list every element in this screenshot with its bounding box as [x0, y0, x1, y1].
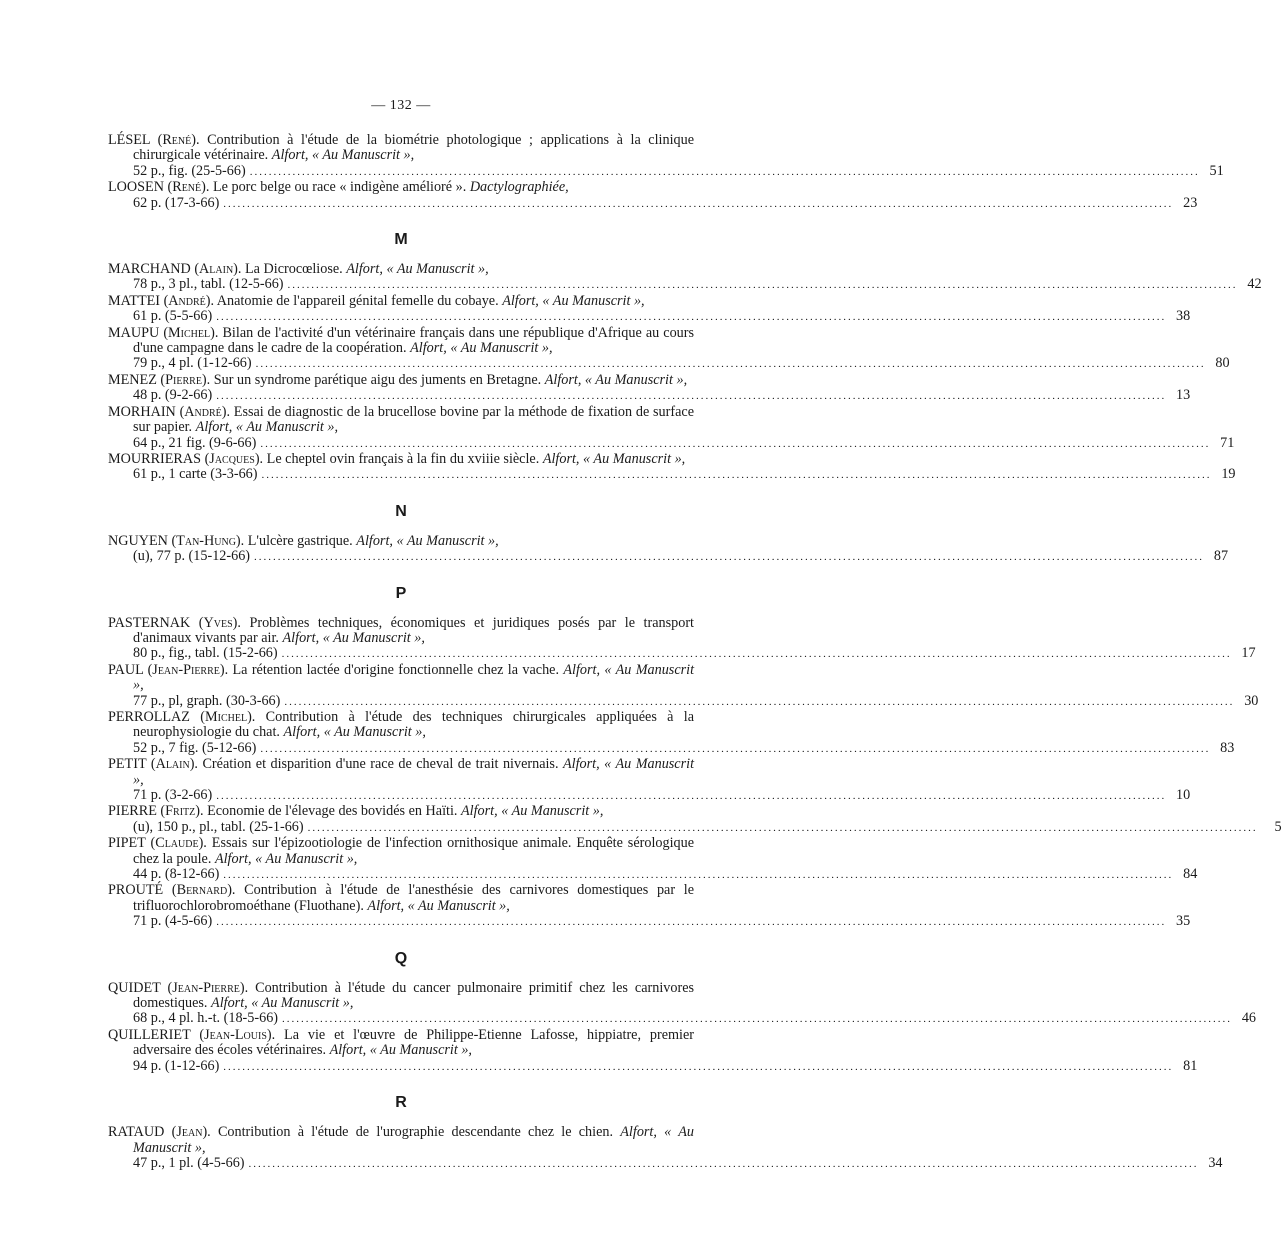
author-given-name: (Yves). [198, 614, 241, 631]
imprint: Alfort, « Au Manuscrit », [346, 261, 489, 278]
entry-body [108, 262, 694, 277]
entry-collation-line [108, 692, 1259, 710]
imprint: Alfort, « Au Manuscrit », [461, 803, 604, 820]
entry-collation-line [108, 787, 1191, 804]
collation: 94 p. (1-12-66) [133, 1057, 220, 1074]
entry-body [108, 133, 694, 164]
collation: 61 p. (5-5-66) [133, 308, 213, 325]
entry-body [108, 804, 694, 819]
entry-number: 34 [1208, 1154, 1223, 1171]
collation: 52 p., 7 fig. (5-12-66) [133, 739, 257, 756]
entry-collation-line [108, 308, 1191, 325]
imprint: Alfort, « Au Manuscrit », [410, 340, 553, 357]
section-letter: R [395, 1094, 407, 1112]
entry-body [108, 1028, 694, 1059]
thesis-title: Sur un syndrome parétique aigu des juments en Bretagne. [213, 371, 542, 388]
entry-body [108, 534, 694, 549]
collation: 62 p. (17-3-66) [133, 194, 220, 211]
bibliography-entry [108, 324, 1230, 373]
entry-number: 35 [1176, 913, 1191, 930]
entry-number: 42 [1247, 276, 1262, 293]
section-p [108, 580, 1282, 931]
entry-collation-line [108, 434, 1235, 452]
collation: 48 p. (9-2-66) [133, 387, 213, 404]
entry-number: 51 [1209, 162, 1224, 179]
thesis-title: La rétention lactée d'origine fonctionnelle chez la vache. [232, 661, 560, 678]
author-given-name: (René). [157, 132, 200, 148]
entry-collation-line [108, 645, 1256, 662]
imprint: Alfort, « Au Manuscrit », [133, 756, 695, 788]
bibliography-entry [108, 661, 1259, 710]
bibliography-entry [108, 979, 1257, 1028]
section-r [108, 1089, 1223, 1172]
thesis-title: Le porc belge ou race « indigène amélioré ». [212, 179, 467, 196]
entry-collation-line [108, 1154, 1223, 1172]
author-surname: NGUYEN [108, 532, 168, 549]
entry-collation-line [108, 913, 1191, 930]
collation: 44 p. (8-12-66) [133, 866, 220, 883]
thesis-title: Contribution à l'étude de la biométrie photologique ; applications à la clinique chirurgicale vétérinaire. [133, 132, 695, 164]
bibliography-entry [108, 532, 1229, 566]
author-given-name: (André). [163, 292, 215, 309]
dot-leader: ........................................................................................................................................................................................................ [282, 1013, 1233, 1026]
author-given-name: (Jean-Louis). [199, 1026, 276, 1043]
imprint: Alfort, « Au Manuscrit », [544, 371, 688, 388]
section-letter: M [394, 231, 408, 249]
entry-body [108, 836, 694, 867]
section-continued [108, 132, 1224, 212]
entry-number: 13 [1176, 387, 1191, 404]
imprint: Alfort, « Au Manuscrit », [133, 661, 695, 694]
author-surname: LOOSEN [108, 179, 164, 196]
imprint: Alfort, « Au Manuscrit », [214, 850, 358, 867]
author-given-name: (Jacques). [204, 450, 264, 467]
entry-number: 80 [1215, 355, 1230, 372]
page-number: — 132 — [371, 98, 431, 113]
entry-collation-line [108, 818, 1282, 836]
thesis-title: Bilan de l'activité d'un vétérinaire français dans une république d'Afrique au cours d'une campagne dans le cadre de la coopération. [133, 324, 695, 357]
thesis-title: La vie et l'œuvre de Philippe-Etienne Lafosse, hippiatre, premier adversaire des écoles vétérinaires. [133, 1026, 695, 1059]
thesis-title: La Dicrocœliose. [245, 261, 343, 278]
author-surname: MORHAIN [108, 403, 176, 420]
bibliography-entry [108, 1124, 1223, 1172]
dot-leader: ........................................................................................................................................................................................................ [223, 1060, 1174, 1073]
dot-leader: ........................................................................................................................................................................................................ [249, 165, 1200, 178]
bibliography-entry [108, 708, 1235, 757]
author-surname: RATAUD [108, 1124, 165, 1141]
author-given-name: (Tan-Hung). [171, 532, 245, 549]
collation: 47 p., 1 pl. (4-5-66) [133, 1154, 245, 1171]
dot-leader: ........................................................................................................................................................................................................ [223, 197, 1174, 210]
author-surname: MARCHAND [108, 261, 191, 278]
bibliography-list [108, 132, 1282, 1172]
section-q [108, 945, 1257, 1075]
entry-body [108, 883, 694, 914]
bibliography-entry [108, 1026, 1198, 1075]
thesis-title: Contribution à l'étude de l'urographie descendante chez le chien. [217, 1124, 614, 1141]
entry-number: 19 [1221, 466, 1236, 483]
author-given-name: (Jean). [171, 1124, 211, 1141]
author-surname: MAUPU [108, 324, 160, 341]
imprint: Alfort, « Au Manuscrit », [283, 724, 426, 741]
entry-collation-line [108, 355, 1230, 372]
bibliography-entry [108, 292, 1191, 326]
dot-leader: ........................................................................................................................................................................................................ [254, 551, 1205, 564]
thesis-title: Problèmes techniques, économiques et juridiques posés par le transport d'animaux vivants par air. [133, 614, 694, 646]
imprint: Alfort, « Au Manuscrit », [211, 995, 354, 1012]
thesis-title: Contribution à l'étude de l'anesthésie des carnivores domestiques par le trifluorochlorobromoéthane (Fluothane). [133, 882, 694, 914]
dot-leader: ........................................................................................................................................................................................................ [216, 390, 1167, 403]
dot-leader: ........................................................................................................................................................................................................ [216, 916, 1167, 929]
dot-leader: ........................................................................................................................................................................................................ [248, 1157, 1199, 1170]
collation: 64 p., 21 fig. (9-6-66) [133, 434, 257, 451]
entry-number: 30 [1244, 692, 1259, 709]
bibliography-entry [108, 132, 1224, 180]
author-given-name: (Michel). [163, 324, 219, 341]
author-surname: QUILLERIET [108, 1026, 191, 1043]
thesis-title: Contribution à l'étude des techniques chirurgicales appliquées à la neurophysiologie du chat. [133, 708, 694, 741]
entry-body [108, 294, 694, 309]
author-surname: PETIT [108, 756, 147, 773]
dot-leader: ........................................................................................................................................................................................................ [284, 695, 1235, 708]
author-given-name: (Jean-Pierre). [147, 661, 229, 678]
entry-body [108, 326, 694, 357]
thesis-title: Economie de l'élevage des bovidés en Haïti. [207, 803, 458, 820]
dot-leader: ........................................................................................................................................................................................................ [261, 469, 1212, 482]
entry-number: 71 [1220, 434, 1235, 451]
collation: 71 p. (3-2-66) [133, 787, 213, 803]
author-given-name: (Claude). [150, 835, 207, 852]
author-surname: QUIDET [108, 979, 161, 996]
entry-body [108, 373, 694, 388]
entry-number: 87 [1213, 548, 1229, 565]
collation: (u), 150 p., pl., tabl. (25-1-66) [133, 818, 304, 835]
thesis-title: Essais sur l'épizootiologie de l'infection ornithosique animale. Enquête sérologique chez la poule. [133, 835, 694, 867]
entry-collation-line [108, 276, 1262, 293]
collation: 80 p., fig., tabl. (15-2-66) [133, 645, 278, 662]
bibliography-entry [108, 835, 1198, 883]
entry-body [108, 180, 694, 195]
entry-body [108, 1125, 694, 1156]
author-surname: MOURRIERAS [108, 450, 202, 467]
author-given-name: (Fritz). [160, 803, 204, 820]
imprint: Alfort, « Au Manuscrit », [282, 629, 425, 646]
collation: 78 p., 3 pl., tabl. (12-5-66) [133, 276, 284, 293]
imprint: Alfort, « Au Manuscrit », [133, 1124, 694, 1156]
author-surname: PASTERNAK [108, 614, 191, 631]
imprint: Alfort, « Au Manuscrit », [271, 147, 415, 164]
entry-collation-line [108, 548, 1229, 565]
bibliography-entry [108, 614, 1256, 663]
dot-leader: ........................................................................................................................................................................................................ [260, 742, 1211, 755]
bibliography-entry [108, 371, 1191, 405]
dot-leader: ........................................................................................................................................................................................................ [223, 869, 1174, 882]
entry-number: 17 [1241, 645, 1256, 662]
entry-number: 10 [1176, 787, 1191, 803]
author-surname: PERROLLAZ [108, 708, 190, 725]
collation: 77 p., pl, graph. (30-3-66) [133, 692, 281, 709]
dot-leader: ........................................................................................................................................................................................................ [216, 790, 1167, 802]
author-surname: PROUTÉ [108, 882, 164, 899]
thesis-title: Création et disparition d'une race de cheval de trait nivernais. [202, 756, 559, 773]
thesis-title: Anatomie de l'appareil génital femelle du cobaye. [216, 292, 499, 309]
section-n [108, 498, 1229, 566]
entry-collation-line [108, 739, 1235, 757]
bibliography-entry [108, 179, 1198, 212]
entry-body [108, 405, 694, 436]
entry-body [108, 757, 694, 788]
dot-leader: ........................................................................................................................................................................................................ [216, 311, 1167, 324]
entry-number: 81 [1183, 1057, 1198, 1074]
bibliography-entry [108, 803, 1282, 836]
entry-collation-line [108, 466, 1236, 483]
author-surname: PIPET [108, 835, 146, 852]
collation: 52 p., fig. (25-5-66) [133, 162, 246, 179]
entry-body [108, 663, 694, 694]
entry-body [108, 981, 694, 1012]
entry-number: 46 [1241, 1010, 1257, 1027]
dot-leader: ........................................................................................................................................................................................................ [281, 648, 1232, 661]
entry-body [108, 616, 694, 647]
imprint: Alfort, « Au Manuscrit », [195, 419, 339, 436]
dot-leader: ........................................................................................................................................................................................................ [260, 437, 1211, 450]
thesis-title: Contribution à l'étude du cancer pulmonaire primitif chez les carnivores domestiques. [133, 979, 695, 1012]
imprint: Alfort, « Au Manuscrit », [329, 1042, 472, 1059]
author-given-name: (René). [167, 179, 210, 196]
bibliography-entry [108, 756, 1191, 804]
collation: 61 p., 1 carte (3-3-66) [133, 466, 258, 483]
author-surname: PIERRE [108, 803, 157, 820]
imprint: Alfort, « Au Manuscrit », [367, 897, 510, 914]
bibliography-entry [108, 450, 1236, 484]
imprint: Dactylographiée, [469, 179, 569, 196]
section-letter: N [395, 502, 407, 520]
entry-collation-line [108, 866, 1198, 883]
author-given-name: (Alain). [194, 261, 242, 278]
dot-leader: ........................................................................................................................................................................................................ [287, 279, 1238, 292]
entry-collation-line [108, 194, 1198, 212]
thesis-title: L'ulcère gastrique. [247, 532, 353, 549]
dot-leader: ........................................................................................................................................................................................................ [307, 821, 1258, 834]
entry-collation-line [108, 1057, 1198, 1075]
author-surname: LÉSEL [108, 132, 151, 148]
entry-number: 84 [1183, 866, 1198, 883]
author-surname: MATTEI [108, 292, 161, 309]
section-letter: Q [394, 949, 408, 967]
collation: 79 p., 4 pl. (1-12-66) [133, 355, 252, 372]
bibliography-entry [108, 403, 1235, 452]
entry-number: 38 [1176, 308, 1191, 325]
entry-body [108, 710, 694, 741]
bibliography-entry [108, 261, 1262, 294]
entry-number: 83 [1220, 739, 1235, 756]
author-given-name: (André). [179, 403, 231, 420]
author-surname: MENEZ [108, 371, 157, 388]
author-given-name: (Alain). [150, 756, 198, 773]
imprint: Alfort, « Au Manuscrit », [542, 450, 686, 467]
imprint: Alfort, « Au Manuscrit », [356, 532, 499, 549]
author-surname: PAUL [108, 661, 144, 678]
section-letter: P [395, 584, 407, 602]
thesis-title: Le cheptel ovin français à la fin du xviiie siècle. [266, 450, 540, 467]
entry-collation-line [108, 387, 1191, 404]
author-given-name: (Michel). [200, 708, 256, 725]
collation: (u), 77 p. (15-12-66) [133, 548, 251, 565]
entry-collation-line [108, 162, 1224, 180]
entry-number: 23 [1183, 194, 1198, 211]
imprint: Alfort, « Au Manuscrit », [502, 292, 645, 309]
collation: 68 p., 4 pl. h.-t. (18-5-66) [133, 1010, 279, 1027]
dot-leader: ........................................................................................................................................................................................................ [255, 358, 1206, 371]
entry-body [108, 452, 694, 467]
author-given-name: (Jean-Pierre). [167, 979, 249, 996]
author-given-name: (Pierre). [160, 371, 211, 388]
entry-collation-line [108, 1010, 1257, 1027]
thesis-title: Essai de diagnostic de la brucellose bovine par la méthode de fixation de surface sur papier. [133, 403, 694, 436]
entry-number: 5 [1274, 818, 1282, 835]
section-m [108, 226, 1262, 484]
author-given-name: (Bernard). [171, 882, 236, 899]
collation: 71 p. (4-5-66) [133, 913, 213, 930]
bibliography-entry [108, 882, 1191, 930]
